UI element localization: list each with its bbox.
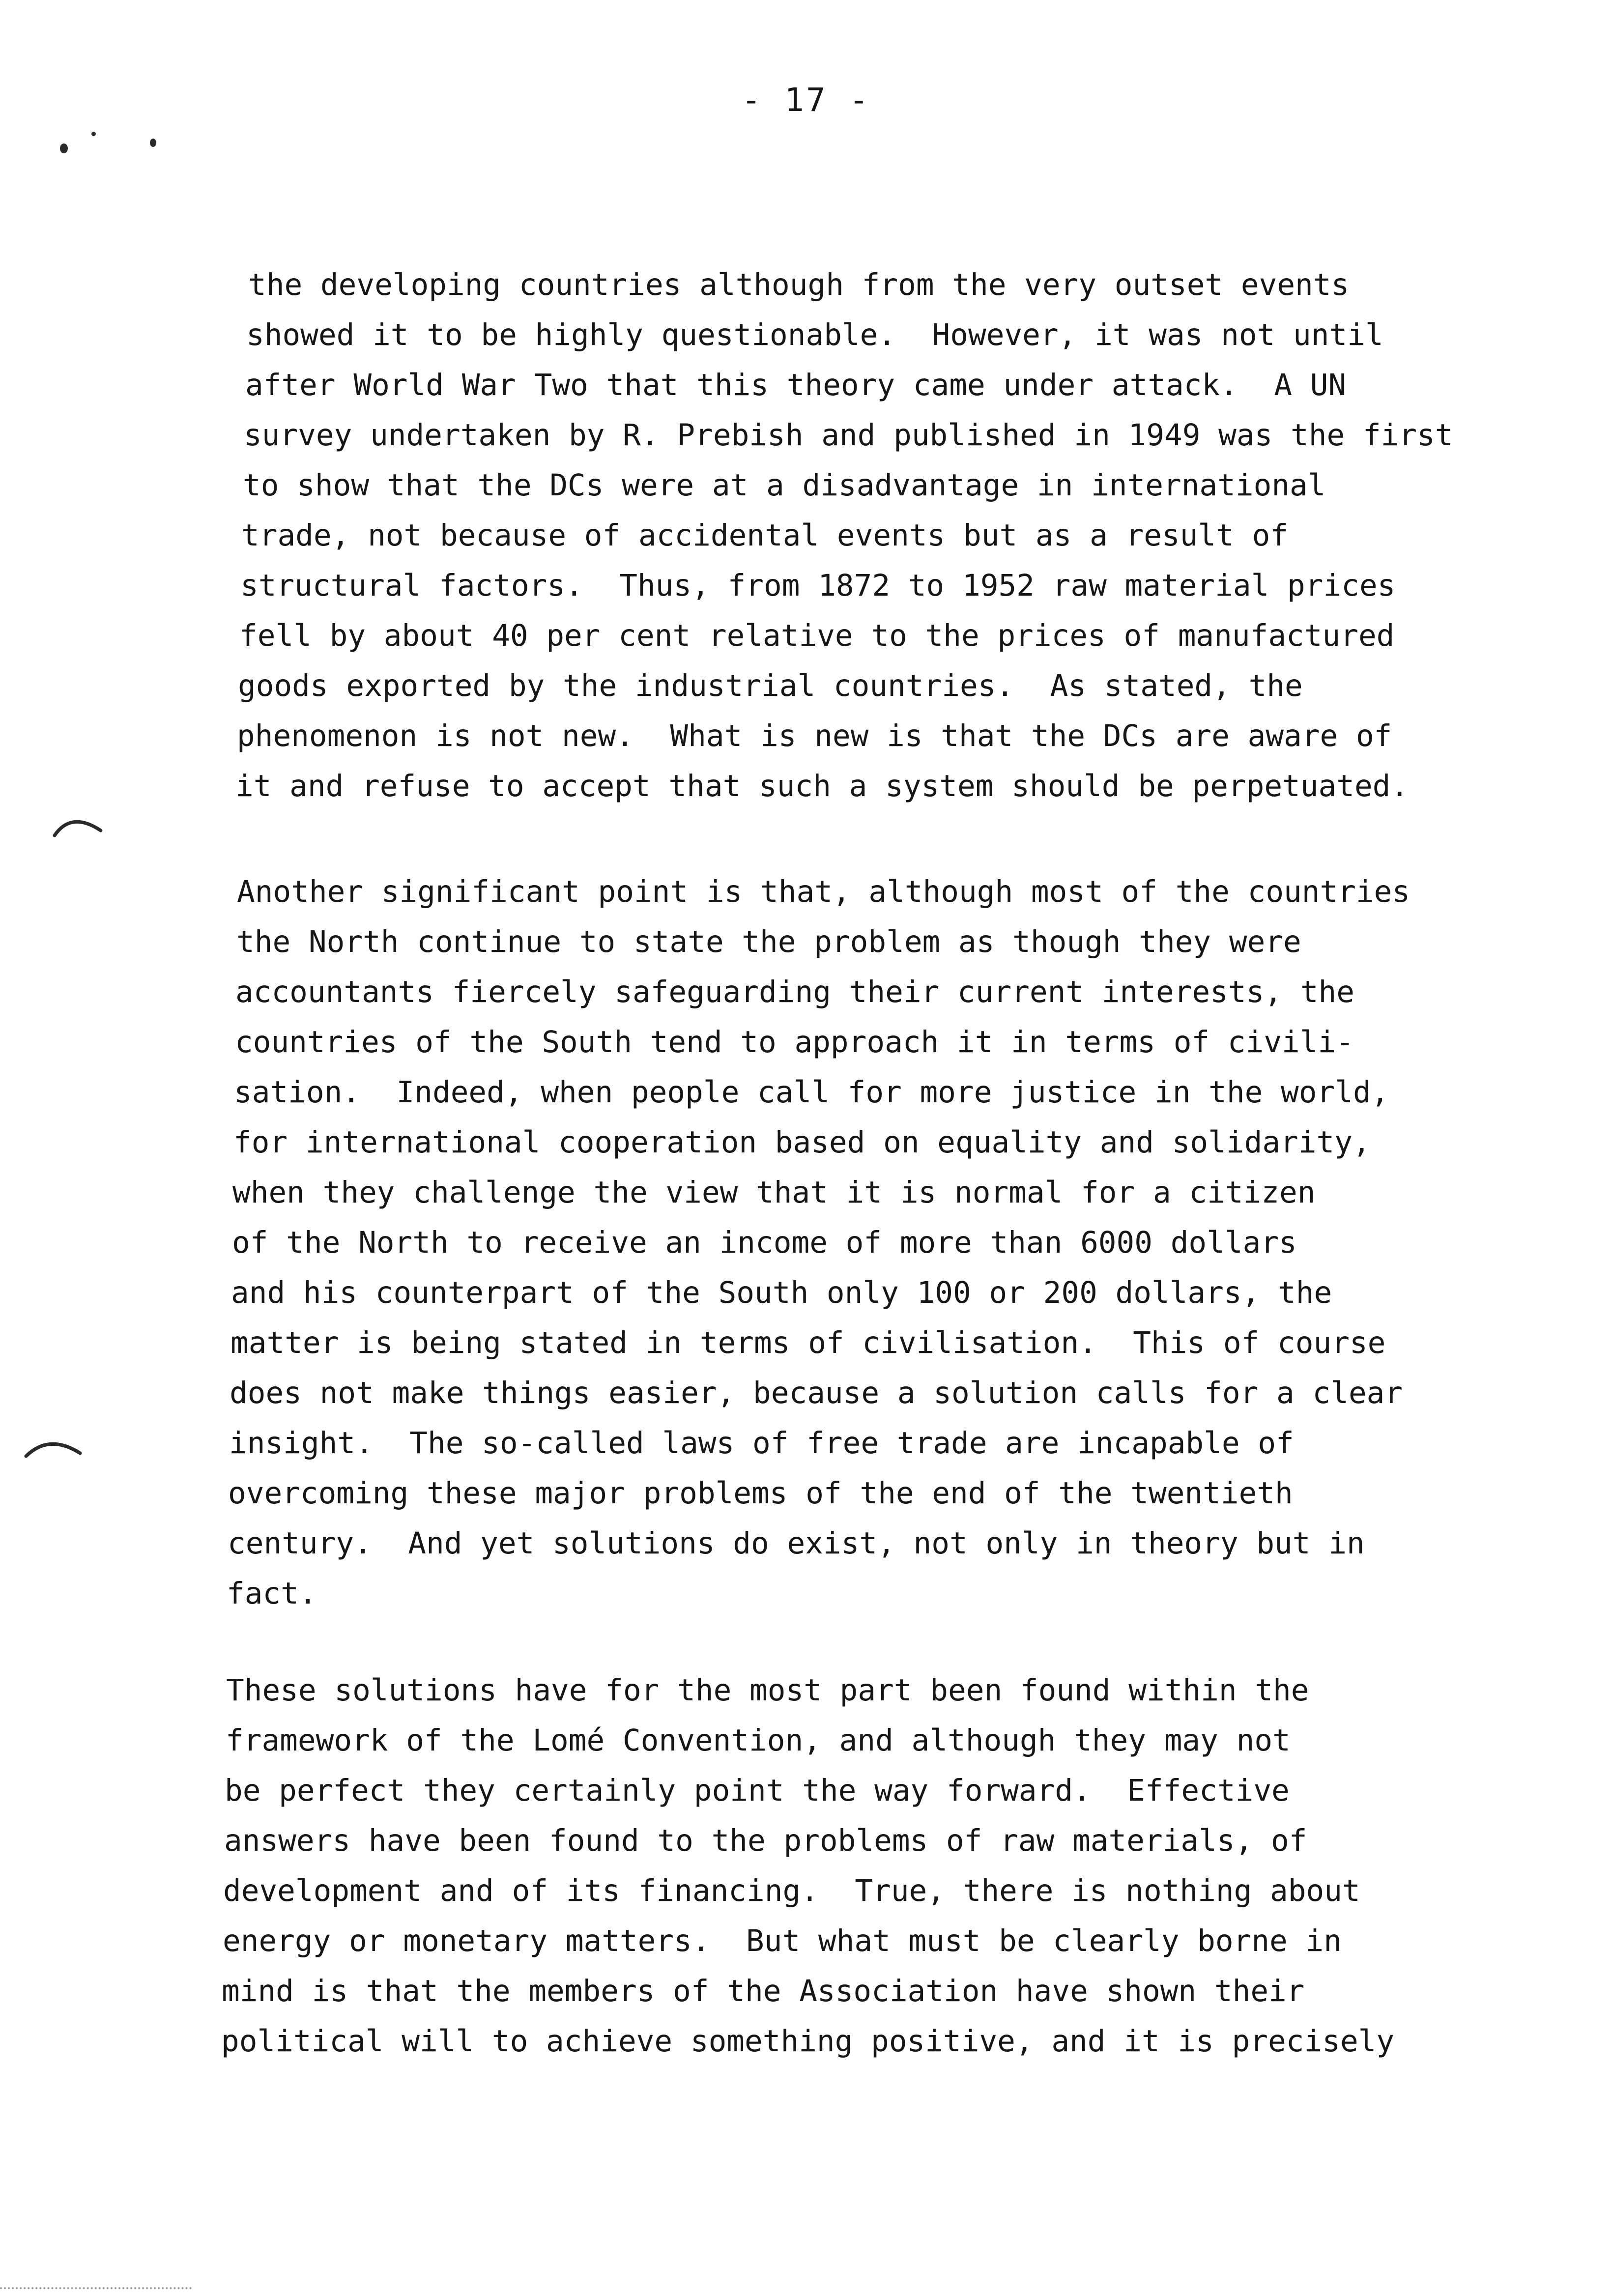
text-line: the North continue to state the problem as though they were — [236, 924, 1301, 959]
text-line: the developing countries although from the very outset events — [248, 267, 1350, 302]
text-line: fact. — [227, 1576, 317, 1611]
text-line: for international cooperation based on equality and solidarity, — [233, 1125, 1371, 1160]
text-line: and his counterpart of the South only 100 or 200 dollars, the — [231, 1275, 1332, 1310]
text-line: framework of the Lomé Convention, and although they may not — [226, 1723, 1291, 1758]
text-line: to show that the DCs were at a disadvantage in international — [243, 468, 1326, 503]
margin-arc-mark — [52, 806, 106, 845]
text-line: fell by about 40 per cent relative to the prices of manufactured — [239, 618, 1395, 653]
text-line: mind is that the members of the Association have shown their — [222, 1974, 1305, 2009]
text-line: phenomenon is not new. What is new is that the DCs are aware of — [237, 718, 1392, 753]
scan-speck — [60, 144, 68, 153]
text-line: insight. The so-called laws of free trade are incapable of — [229, 1426, 1294, 1461]
margin-arc-mark — [22, 1428, 86, 1467]
text-line: development and of its financing. True, there is nothing about — [223, 1873, 1360, 1908]
text-line: political will to achieve something positive, and it is precisely — [221, 2024, 1395, 2059]
scan-speck — [91, 132, 96, 136]
text-line: Another significant point is that, although most of the countries — [237, 874, 1410, 909]
scan-edge-rule — [0, 2287, 192, 2289]
text-line: after World War Two that this theory came under attack. A UN — [245, 368, 1347, 402]
paragraph-3 — [221, 1673, 1592, 2081]
page-number: - 17 - — [741, 81, 871, 119]
text-line: survey undertaken by R. Prebish and published in 1949 was the first — [244, 418, 1453, 453]
paragraph-2 — [227, 874, 1593, 1612]
text-line: structural factors. Thus, from 1872 to 1952 raw material prices — [240, 568, 1396, 603]
text-line: accountants fiercely safeguarding their current interests, the — [235, 975, 1354, 1009]
text-line: showed it to be highly questionable. However, it was not until — [246, 317, 1383, 352]
text-line: countries of the South tend to approach it in terms of civili- — [235, 1025, 1354, 1060]
text-line: be perfect they certainly point the way forward. Effective — [225, 1773, 1290, 1808]
text-line: does not make things easier, because a solution calls for a clear — [230, 1376, 1403, 1410]
text-line: overcoming these major problems of the end of the twentieth — [228, 1476, 1293, 1511]
scan-speck — [150, 139, 156, 147]
text-line: answers have been found to the problems of raw materials, of — [224, 1823, 1307, 1858]
text-line: it and refuse to accept that such a system should be perpetuated. — [235, 769, 1409, 804]
paragraph-1 — [235, 267, 1595, 828]
text-line: sation. Indeed, when people call for more justice in the world, — [234, 1075, 1389, 1110]
text-line: of the North to receive an income of more than 6000 dollars — [232, 1225, 1297, 1260]
text-line: goods exported by the industrial countries. As stated, the — [238, 668, 1303, 703]
text-line: trade, not because of accidental events but as a result of — [241, 518, 1289, 553]
text-line: These solutions have for the most part been found within the — [226, 1673, 1309, 1708]
text-line: when they challenge the view that it is normal for a citizen — [232, 1175, 1316, 1210]
text-line: century. And yet solutions do exist, not only in theory but in — [228, 1526, 1365, 1561]
text-line: matter is being stated in terms of civilisation. This of course — [230, 1325, 1386, 1360]
text-line: energy or monetary matters. But what must be clearly borne in — [223, 1923, 1342, 1958]
